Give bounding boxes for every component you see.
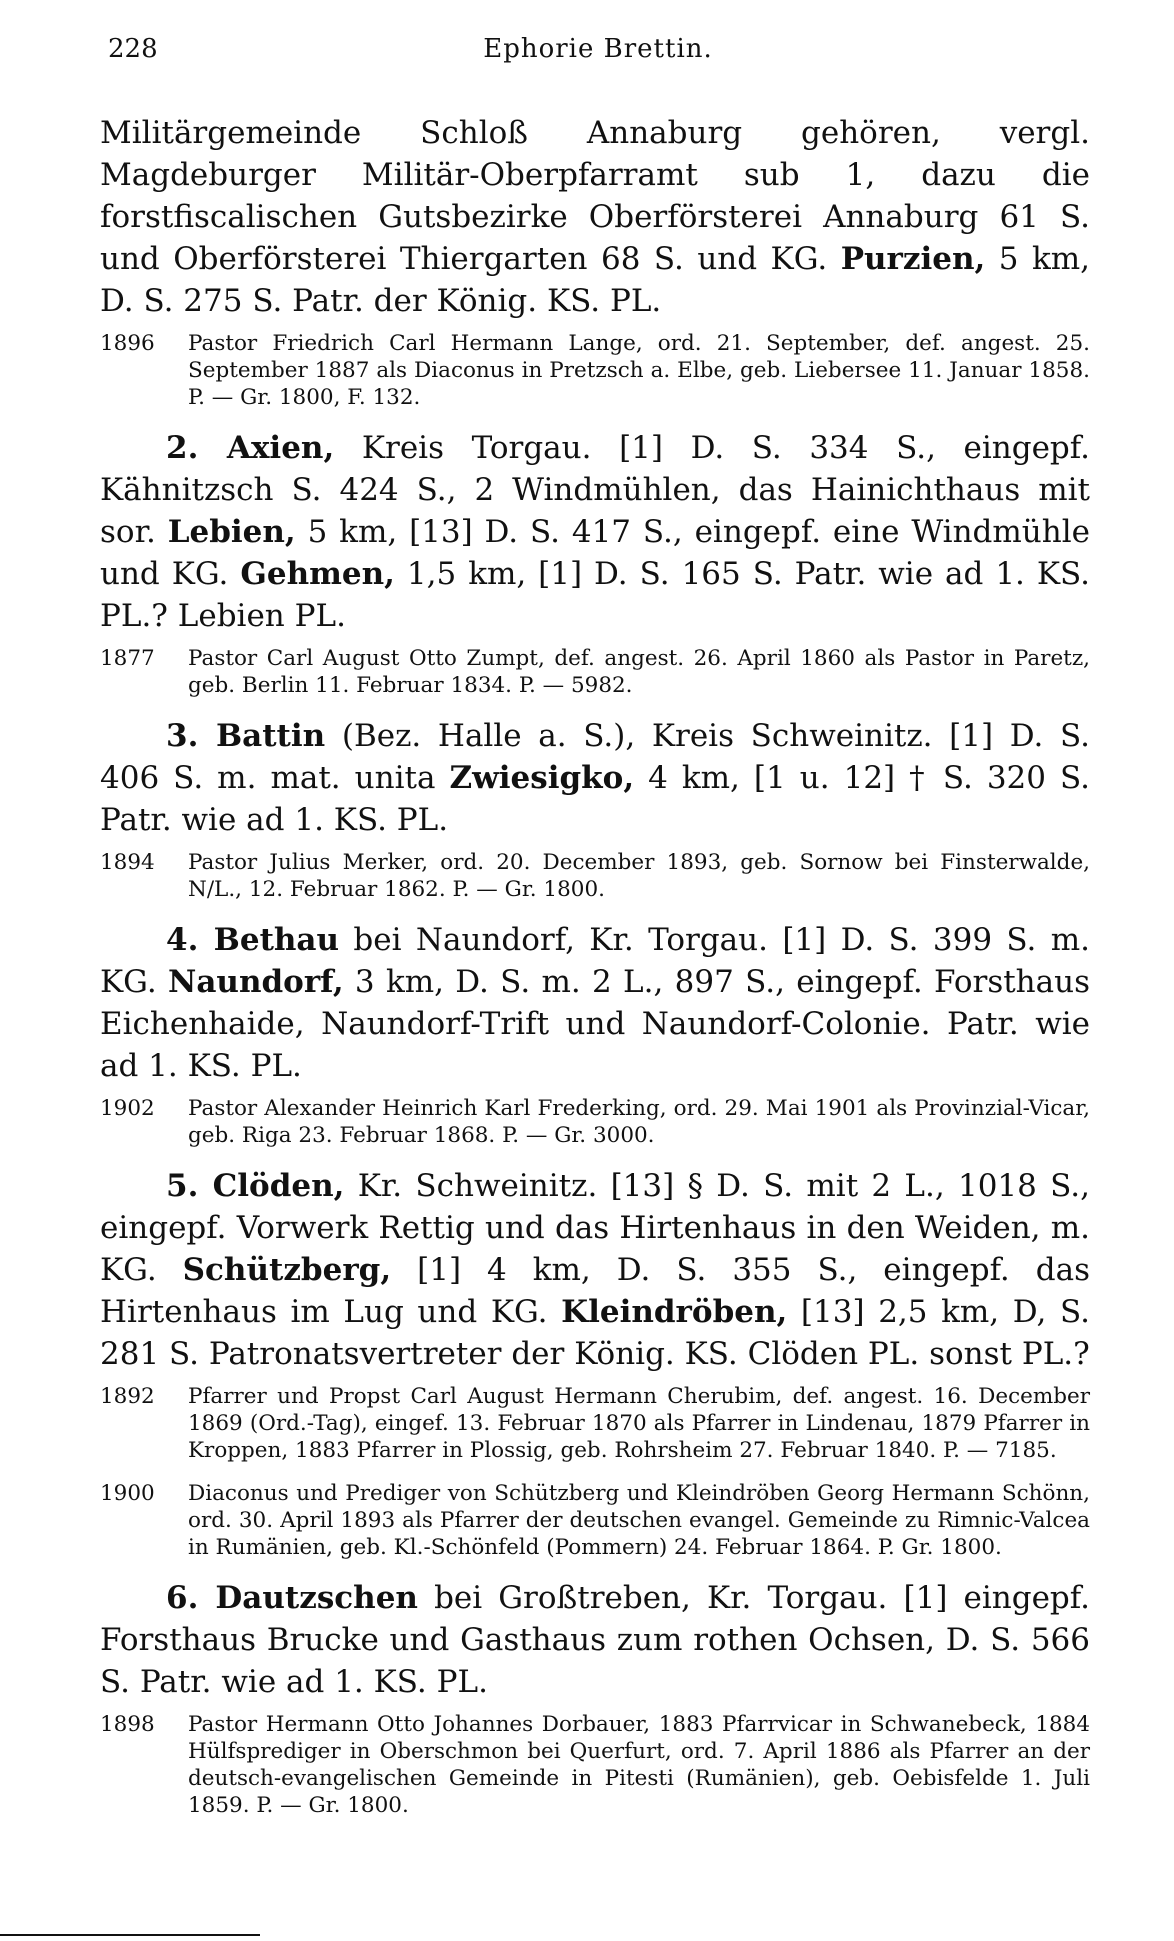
text-run: 1,5 km, [1] D. S. 165 S. Patr. wie ad 1. KS. PL.? Lebien PL. (100, 556, 1090, 634)
entry-paragraph (100, 427, 1090, 637)
pastor-note (100, 849, 1090, 903)
text-run: Kr. Schweinitz. [13] § D. S. mit 2 L., 1018 S., eingepf. Vorwerk Rettig und das Hirtenhaus in den Weiden, m. KG. (100, 1168, 1090, 1288)
place-name: Purzien, (840, 241, 986, 277)
place-name: 3. Battin (166, 718, 326, 754)
note-year: 1902 (100, 1096, 155, 1121)
note-text: Pfarrer und Propst Carl August Hermann Cherubim, def. angest. 16. December 1869 (Ord.-Tag), eingef. 13. Februar 1870 als Pfarrer in Lindenau, 1879 Pfarrer in Kroppen, 1883 Pfarrer in Plossig, geb. Rohrsheim 27. Februar 1840. P. — 7185. (188, 1384, 1090, 1463)
place-name: Zwiesigko, (449, 760, 635, 796)
text-run: Militärgemeinde Schloß Annaburg gehören, vergl. Magdeburger Militär-Oberpfarramt sub 1, dazu die forstfiscalischen Gutsbezirke Oberförsterei Annaburg 61 S. und Oberförsterei Thiergarten 68 S. und KG. (100, 115, 1090, 277)
entry-paragraph (100, 112, 1090, 322)
place-name: Gehmen, (240, 556, 395, 592)
entry-paragraph (100, 919, 1090, 1087)
note-year: 1894 (100, 850, 155, 875)
note-text: Pastor Carl August Otto Zumpt, def. angest. 26. April 1860 als Pastor in Paretz, geb. Berlin 11. Februar 1834. P. — 5982. (188, 646, 1090, 698)
place-name: Naundorf, (167, 964, 344, 1000)
text-run: 4 km, [1 u. 12] † S. 320 S. Patr. wie ad 1. KS. PL. (100, 760, 1090, 838)
text-run: Kreis Torgau. [1] D. S. 334 S., eingepf. Kähnitzsch S. 424 S., 2 Windmühlen, das Hainichthaus mit sor. (100, 430, 1090, 550)
text-run: (Bez. Halle a. S.), Kreis Schweinitz. [1] D. S. 406 S. m. mat. unita (100, 718, 1090, 796)
text-run: 5 km, D. S. 275 S. Patr. der König. KS. PL. (100, 241, 1091, 319)
note-text: Pastor Friedrich Carl Hermann Lange, ord. 21. September, def. angest. 25. September 1887 als Diaconus in Pretzsch a. Elbe, geb. Liebersee 11. Januar 1858. P. — Gr. 1800, F. 132. (188, 331, 1090, 410)
text-run: 3 km, D. S. m. 2 L., 897 S., eingepf. Forsthaus Eichenhaide, Naundorf-Trift und Naundorf-Colonie. Patr. wie ad 1. KS. PL. (100, 964, 1091, 1084)
note-text: Pastor Hermann Otto Johannes Dorbauer, 1883 Pfarrvicar in Schwanebeck, 1884 Hülfsprediger in Oberschmon bei Querfurt, ord. 7. April 1886 als Pfarrer an der deutsch-evangelischen Gemeinde in Pitesti (Rumänien), geb. Oebisfelde 1. Juli 1859. P. — Gr. 1800. (188, 1712, 1090, 1818)
text-run: 5 km, [13] D. S. 417 S., eingepf. eine Windmühle und KG. (100, 514, 1090, 592)
note-year: 1892 (100, 1384, 155, 1409)
note-text: Pastor Julius Merker, ord. 20. December 1893, geb. Sornow bei Finsterwalde, N/L., 12. Februar 1862. P. — Gr. 1800. (188, 850, 1090, 902)
running-title: Ephorie Brettin. (483, 34, 713, 64)
note-text: Pastor Alexander Heinrich Karl Frederking, ord. 29. Mai 1901 als Provinzial-Vicar, geb. Riga 23. Februar 1868. P. — Gr. 3000. (188, 1096, 1090, 1148)
note-year: 1898 (100, 1712, 155, 1737)
note-year: 1900 (100, 1481, 155, 1506)
page-body (100, 112, 1090, 1835)
text-run: [13] 2,5 km, D, S. 281 S. Patronatsvertreter der König. KS. Clöden PL. sonst PL.? (100, 1294, 1090, 1372)
entry-paragraph (100, 715, 1090, 841)
entry-paragraph (100, 1577, 1090, 1703)
place-name: 4. Bethau (166, 922, 340, 958)
place-name: Lebien, (167, 514, 296, 550)
place-name: Kleindröben, (561, 1294, 788, 1330)
note-year: 1877 (100, 646, 155, 671)
page-number: 228 (108, 34, 158, 64)
page-header (108, 34, 1088, 74)
entry-paragraph (100, 1165, 1090, 1375)
place-name: 6. Dautzschen (166, 1580, 418, 1616)
pastor-note (100, 1480, 1090, 1561)
text-run: [1] 4 km, D. S. 355 S., eingepf. das Hirtenhaus im Lug und KG. (100, 1252, 1091, 1330)
pastor-note (100, 330, 1090, 411)
pastor-note (100, 645, 1090, 699)
text-run: bei Großtreben, Kr. Torgau. [1] eingepf. Forsthaus Brucke und Gasthaus zum rothen Ochsen, D. S. 566 S. Patr. wie ad 1. KS. PL. (100, 1580, 1090, 1700)
pastor-note (100, 1383, 1090, 1464)
place-name: 5. Clöden, (166, 1168, 345, 1204)
place-name: 2. Axien, (166, 430, 335, 466)
pastor-note (100, 1095, 1090, 1149)
note-text: Diaconus und Prediger von Schützberg und Kleindröben Georg Hermann Schönn, ord. 30. April 1893 als Pfarrer der deutschen evangel. Gemeinde zu Rimnic-Valcea in Rumänien, geb. Kl.-Schönfeld (Pommern) 24. Februar 1864. P. Gr. 1800. (188, 1481, 1090, 1560)
pastor-note (100, 1711, 1090, 1819)
footer-rule (0, 1934, 260, 1936)
place-name: Schützberg, (182, 1252, 392, 1288)
note-year: 1896 (100, 331, 155, 356)
text-run: bei Naundorf, Kr. Torgau. [1] D. S. 399 S. m. KG. (100, 922, 1090, 1000)
